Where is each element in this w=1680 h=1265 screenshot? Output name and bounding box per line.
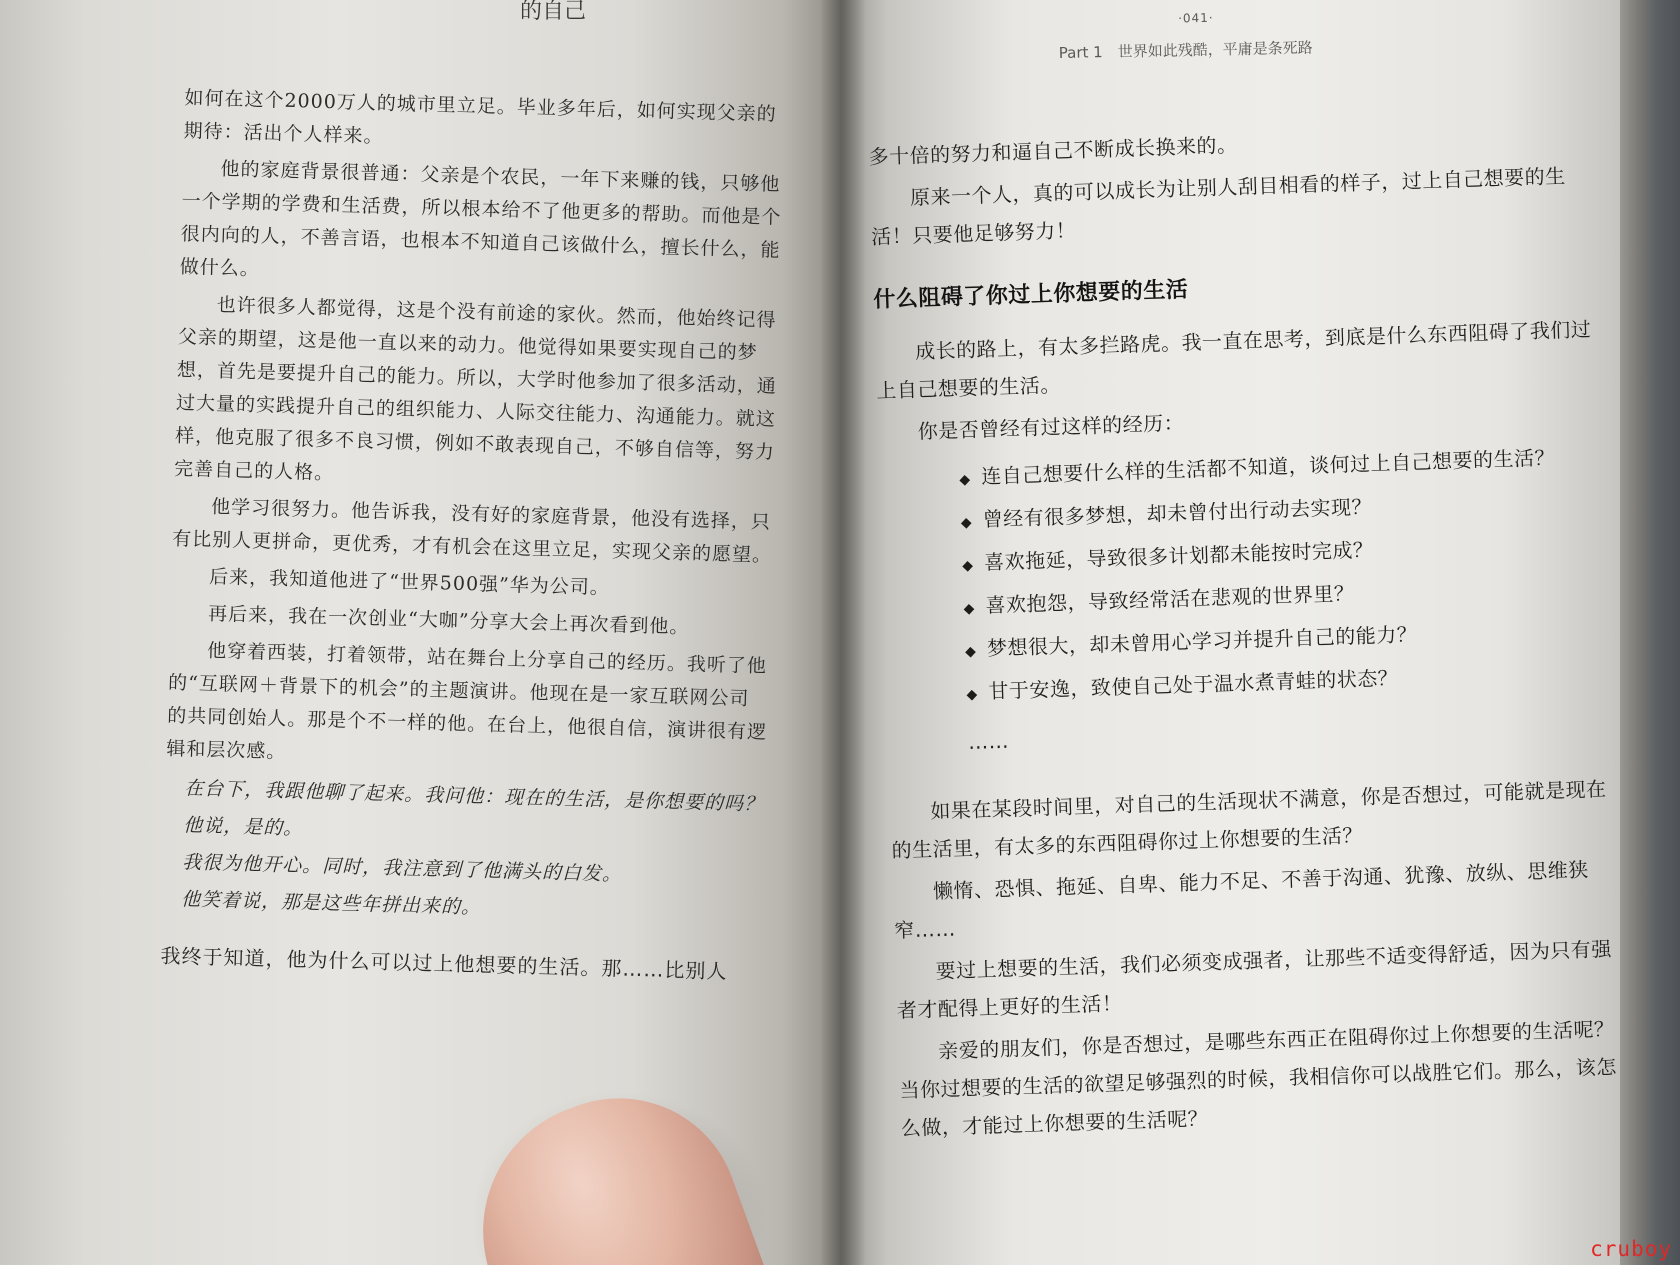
diamond-bullet-icon: ◆	[964, 643, 977, 661]
list-item-text: 喜欢抱怨，导致经常活在悲观的世界里？	[985, 581, 1355, 618]
diamond-bullet-icon: ◆	[966, 686, 979, 704]
list-item-text: 梦想很大，却未曾用心学习并提升自己的能力？	[986, 622, 1418, 661]
left-page-text	[160, 82, 785, 993]
right-paragraph: 要过上想要的生活，我们必须变成强者，让那些不适变得舒适，因为只有强者才配得上更好的生活！	[896, 936, 1613, 1023]
right-paragraph: 你是否曾经有过这样的经历：	[917, 410, 1185, 444]
left-paragraph: 他学习很努力。他告诉我，没有好的家庭背景，他没有选择，只有比别人更拼命，更优秀，才有机会在这里立足，实现父亲的愿望。	[171, 495, 773, 567]
left-paragraph: 他的家庭背景很普通：父亲是个农民，一年下来赚的钱，只够他一个学期的学费和生活费，所以根本给不了他更多的帮助。而他是个很内向的人，不善言语，也根本不知道自己该做什么，擅长什么，能做什么。	[179, 158, 782, 281]
right-paragraph: 如果在某段时间里，对自己的生活现状不满意，你是否想过，可能就是现在的生活里，有太多的东西阻碍你过上你想要的生活？	[891, 776, 1607, 863]
list-item-text: 甘于安逸，致使自己处于温水煮青蛙的状态？	[988, 665, 1399, 704]
diamond-bullet-icon: ◆	[959, 471, 971, 489]
list-item-text: 曾经有很多梦想，却未曾付出行动去实现？	[982, 494, 1373, 532]
list-ellipsis: ……	[967, 728, 1010, 755]
diamond-bullet-icon: ◆	[961, 557, 974, 575]
dialogue-line: 我很为他开心。同时，我注意到了他满头的白发。	[181, 851, 623, 886]
dialogue-line: 在台下，我跟他聊了起来。我问他：现在的生活，是你想要的吗？	[183, 777, 765, 816]
right-paragraph: 懒惰、恐惧、拖延、自卑、能力不足、不善于沟通、犹豫、放纵、思维狭窄……	[893, 857, 1590, 943]
left-paragraph: 他穿着西装，打着领带，站在舞台上分享自己的经历。我听了他的“互联网＋背景下的机会”的主题演讲。他现在是一家互联网公司的共同创始人。那是个不一样的他。在台上，他很自信，演讲很有逻辑和层次感。	[166, 639, 768, 764]
right-paragraph: 亲爱的朋友们，你是否想过，是哪些东西正在阻碍你过上你想要的生活呢？当你过想要的生活的欲望足够强烈的时候，我相信你可以战胜它们。那么，该怎么做，才能过上你想要的生活呢？	[899, 1016, 1618, 1141]
book-cover-edge	[1620, 0, 1680, 1265]
watermark: cruboy	[1590, 1237, 1672, 1261]
dialogue-block	[162, 772, 766, 933]
dialogue-line: 他笑着说，那是这些年拼出来的。	[180, 888, 482, 919]
left-running-head: 的自己	[520, 0, 587, 24]
right-paragraph: 多十倍的努力和逼自己不断成长换来的。	[868, 132, 1238, 169]
left-paragraph: 后来，我知道他进了“世界500强”华为公司。	[208, 565, 611, 600]
section-heading: 什么阻碍了你过上你想要的生活	[872, 277, 1189, 313]
running-head: Part 1 世界如此残酷，平庸是条死路	[1058, 38, 1313, 62]
list-item-text: 连自己想要什么样的生活都不知道，谈何过上自己想要的生活？	[980, 445, 1556, 489]
left-paragraph: 也许很多人都觉得，这是个没有前途的家伙。然而，他始终记得父亲的期望，这是他一直以来的动力。他觉得如果要实现自己的梦想，首先是要提升自己的能力。所以，大学时他参加了很多活动，通过大量的实践提升自己的组织能力、人际交往能力、沟通能力。就这样，他克服了很多不良习惯，例如不敢表现自己，不够自信等，努力完善自己的人格。	[173, 293, 778, 485]
left-paragraph: 如何在这个2000万人的城市里立足。毕业多年后，如何实现父亲的期待：活出个人样来。	[183, 86, 777, 148]
diamond-bullet-icon: ◆	[960, 514, 973, 532]
page-number: ·041·	[1177, 10, 1214, 26]
book-gutter	[820, 0, 866, 1265]
right-paragraph: 原来一个人，真的可以成长为让别人刮目相看的样子，过上自己想要的生活！只要他足够努力！	[870, 163, 1567, 249]
experience-list	[879, 436, 1607, 718]
left-paragraph: 再后来，我在一次创业“大咖”分享大会上再次看到他。	[207, 602, 690, 639]
right-paragraph: 成长的路上，有太多拦路虎。我一直在思考，到底是什么东西阻碍了我们过上自己想要的生活。	[875, 317, 1592, 403]
diamond-bullet-icon: ◆	[963, 600, 976, 618]
list-item-text: 喜欢拖延，导致很多计划都未能按时完成？	[983, 537, 1374, 575]
right-page-text	[868, 114, 1621, 1151]
dialogue-line: 他说，是的。	[182, 814, 304, 840]
left-closing-line: 我终于知道，他为什么可以过上他想要的生活。那……比别人	[160, 943, 728, 984]
